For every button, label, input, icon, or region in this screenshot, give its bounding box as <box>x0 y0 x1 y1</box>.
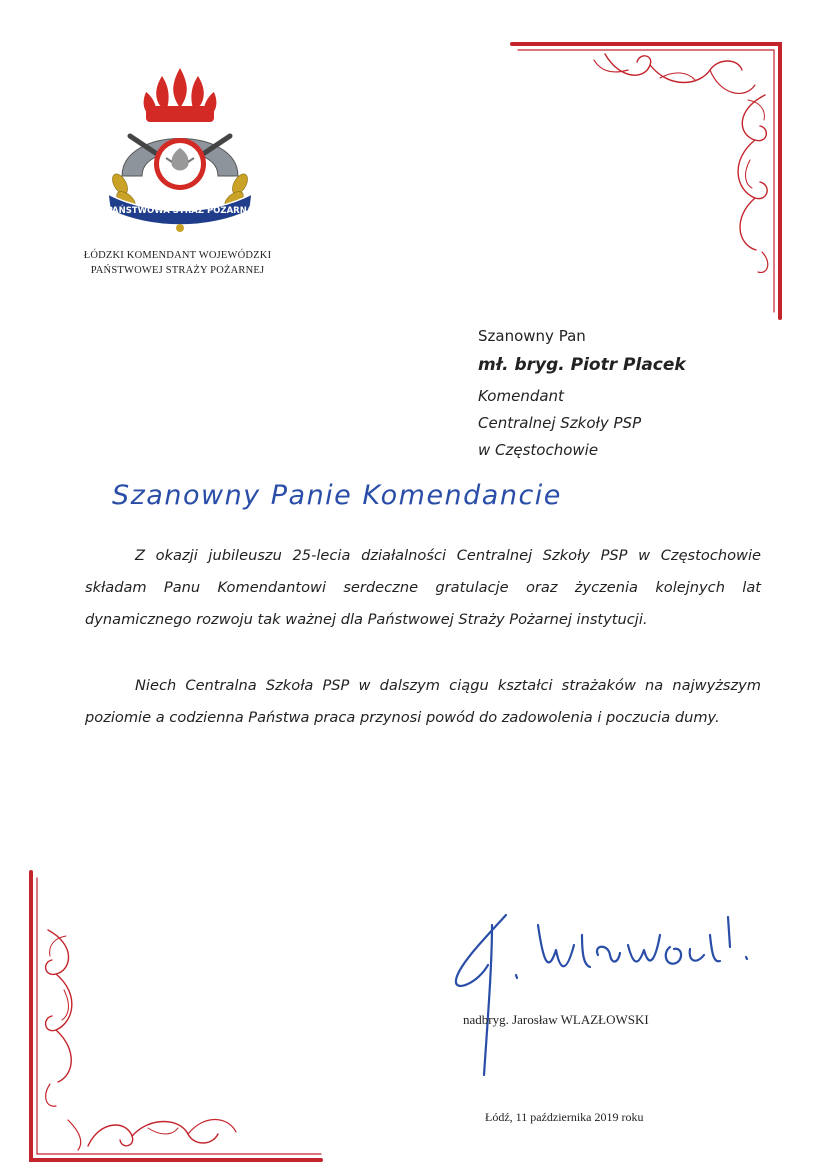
signer-name: nadbryg. Jarosław WLAZŁOWSKI <box>463 1012 649 1027</box>
logo-band-text: PAŃSTWOWA STRAŻ POŻARNA <box>106 206 254 216</box>
body-paragraph-2-text: Niech Centralna Szkoła PSP w dalszym ciągu kształci strażaków na najwyższym poziomie a codzienna Państwa praca przynosi powód do zadowolenia i poczucia dumy. <box>85 677 761 726</box>
psp-emblem-icon <box>100 66 260 236</box>
body-paragraph-2 <box>85 670 761 734</box>
ornament-corner-bottom-left <box>28 870 323 1165</box>
addressee-city: w Częstochowie <box>478 441 599 459</box>
date-line: Łódź, 11 października 2019 roku <box>485 1110 644 1124</box>
issuer-block <box>60 248 295 278</box>
addressee-school: Centralnej Szkoły PSP <box>478 414 642 432</box>
addressee-name: mł. bryg. Piotr Placek <box>478 355 686 375</box>
handwritten-salutation: Szanowny Panie Komendancie <box>112 480 562 511</box>
body-paragraph-1-text: Z okazji jubileuszu 25-lecia działalności Centralnej Szkoły PSP w Częstochowie składam Panu Komendantowi serdeczne gratulacje oraz życzenia kolejnych lat dynamicznego rozwoju tak ważnej dla Państwowej Straży Pożarnej instytucji. <box>85 547 761 628</box>
handwritten-signature <box>448 905 778 1080</box>
addressee-role: Komendant <box>478 387 564 405</box>
ornament-corner-top-right <box>510 40 785 320</box>
issuer-line-2: PAŃSTWOWEJ STRAŻY POŻARNEJ <box>90 265 265 276</box>
issuer-line-1: ŁÓDZKI KOMENDANT WOJEWÓDZKI <box>83 250 272 261</box>
addressee-salutation: Szanowny Pan <box>478 327 586 345</box>
body-paragraph-1 <box>85 540 761 636</box>
